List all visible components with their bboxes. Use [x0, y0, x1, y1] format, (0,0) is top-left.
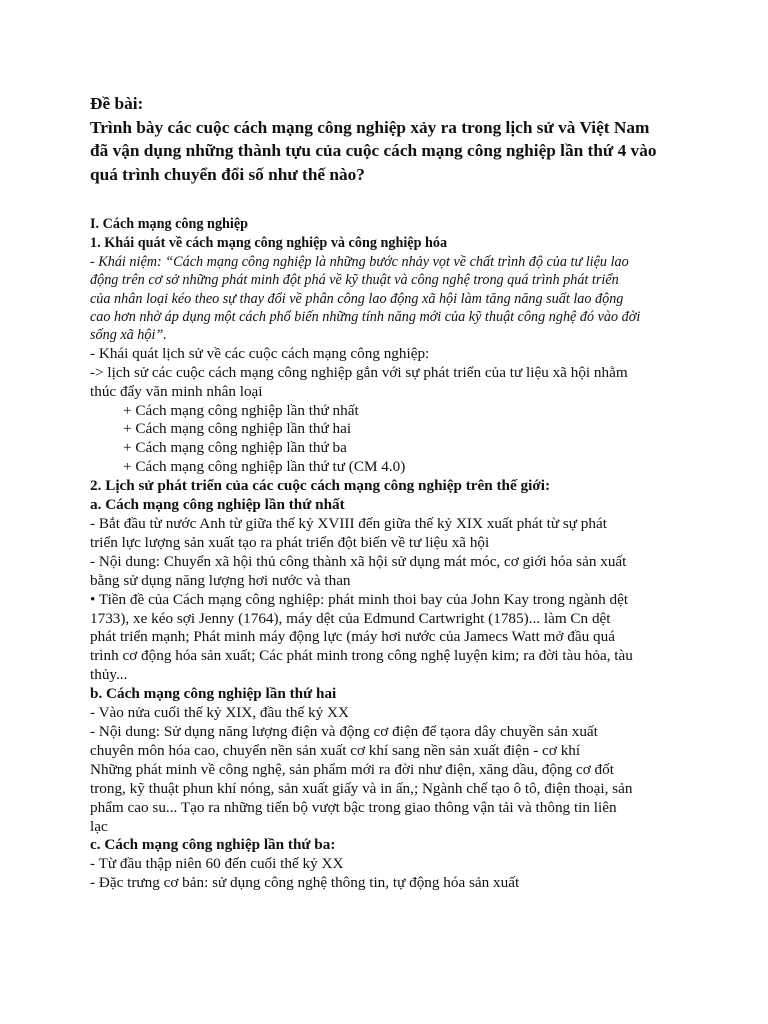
overview-paragraph [90, 345, 710, 402]
list-item: + Cách mạng công nghiệp lần thứ hai [123, 420, 352, 438]
question-line: quá trình chuyển đổi số như thế nào? [90, 164, 365, 184]
part-a-line: phát triển mạnh; Phát minh máy động lực (máy hơi nước của Jamecs Watt mở đầu quá [90, 628, 615, 646]
part-a-paragraph [90, 515, 710, 685]
heading-label: Đề bài: [90, 94, 144, 113]
section-1-title: I. Cách mạng công nghiệp [90, 216, 249, 232]
question-line: Trình bày các cuộc cách mạng công nghiệp xảy ra trong lịch sử và Việt Nam [90, 117, 650, 137]
definition-line: - Khái niệm: “Cách mạng công nghiệp là những bước nhảy vọt về chất trình độ của tư liệu lao [90, 253, 629, 270]
part-a-line: trình cơ động hóa sản xuất; Các phát minh trong công nghệ luyện kim; ra đời tàu hỏa, tàu [90, 647, 633, 665]
revolution-list [90, 402, 710, 478]
part-b-line: chuyên môn hóa cao, chuyển nền sản xuất cơ khí sang nền sản xuất điện - cơ khí [90, 741, 581, 759]
part-c-line: - Từ đầu thập niên 60 đến cuối thế kỷ XX [90, 855, 344, 873]
part-c-paragraph [90, 855, 710, 893]
document-page [90, 92, 710, 893]
subsection-2-title: 2. Lịch sử phát triển của các cuộc cách mạng công nghiệp trên thế giới: [90, 477, 551, 495]
overview-line: -> lịch sử các cuộc cách mạng công nghiệp gắn với sự phát triển của tư liệu xã hội nhằm [90, 363, 628, 381]
overview-line: thúc đẩy văn minh nhân loại [90, 382, 263, 400]
part-a-line: triển lực lượng sản xuất tạo ra phát triển đột biến về tư liệu xã hội [90, 533, 490, 551]
part-a-title: a. Cách mạng công nghiệp lần thứ nhất [90, 496, 345, 514]
part-b-line: phẩm cao su... Tạo ra những tiến bộ vượt bậc trong giao thông vận tải và thông tin liên [90, 798, 617, 816]
part-b-paragraph [90, 704, 710, 836]
assignment-heading [90, 92, 710, 186]
part-b-line: Những phát minh về công nghệ, sản phẩm mới ra đời như điện, xăng dầu, động cơ đốt [90, 760, 614, 778]
part-a-line: - Nội dung: Chuyển xã hội thủ công thành xã hội sử dụng mát móc, cơ giới hóa sản xuất [90, 552, 627, 570]
part-a-line: bằng sử dụng năng lượng hơi nước và than [90, 571, 351, 589]
definition-line: của nhân loại kéo theo sự thay đổi về phân công lao động xã hội làm tăng năng suất lao động [90, 290, 624, 307]
part-b-line: trong, kỹ thuật phun khí nóng, sản xuất giấy và in ấn,; Ngành chế tạo ô tô, điện thoại, sản [90, 779, 633, 797]
question-line: đã vận dụng những thành tựu của cuộc cách mạng công nghiệp lần thứ 4 vào [90, 141, 657, 160]
definition-line: sống xã hội”. [90, 327, 167, 344]
document-body [90, 215, 710, 893]
part-b-line: - Vào nửa cuối thế kỷ XIX, đầu thế kỷ XX [90, 704, 349, 722]
subsection-1-title: 1. Khái quát về cách mạng công nghiệp và công nghiệp hóa [90, 234, 448, 251]
list-item: + Cách mạng công nghiệp lần thứ tư (CM 4.0) [123, 458, 406, 476]
definition-line: động trên cơ sở những phát minh đột phá về kỹ thuật và công nghệ trong quá trình phát triển [90, 272, 619, 289]
part-a-line: 1733), xe kéo sợi Jenny (1764), máy dệt của Edmund Cartwright (1785)... làm Cn dệt [90, 609, 611, 627]
part-b-line: lạc [90, 817, 108, 835]
part-a-line: thủy... [90, 666, 128, 684]
overview-line: - Khái quát lịch sử về các cuộc cách mạng công nghiệp: [90, 344, 430, 362]
list-item: + Cách mạng công nghiệp lần thứ ba [123, 439, 347, 457]
part-c-line: - Đặc trưng cơ bản: sử dụng công nghệ thông tin, tự động hóa sản xuất [90, 874, 520, 892]
part-a-line: • Tiền đề của Cách mạng công nghiệp: phát minh thoi bay của John Kay trong ngành dệt [90, 590, 629, 608]
definition-paragraph [90, 253, 710, 345]
list-item: + Cách mạng công nghiệp lần thứ nhất [123, 401, 359, 419]
definition-line: cao hơn nhờ áp dụng một cách phổ biến những tính năng mới của kỹ thuật công nghệ đó vào đời [90, 309, 641, 326]
part-b-title: b. Cách mạng công nghiệp lần thứ hai [90, 685, 337, 703]
part-a-line: - Bắt đầu từ nước Anh từ giữa thế kỷ XVIII đến giữa thế kỷ XIX xuất phát từ sự phát [90, 515, 607, 532]
part-c-title: c. Cách mạng công nghiệp lần thứ ba: [90, 836, 336, 854]
part-b-line: - Nội dung: Sử dụng năng lượng điện và động cơ điện để tạora dây chuyền sản xuất [90, 722, 598, 740]
